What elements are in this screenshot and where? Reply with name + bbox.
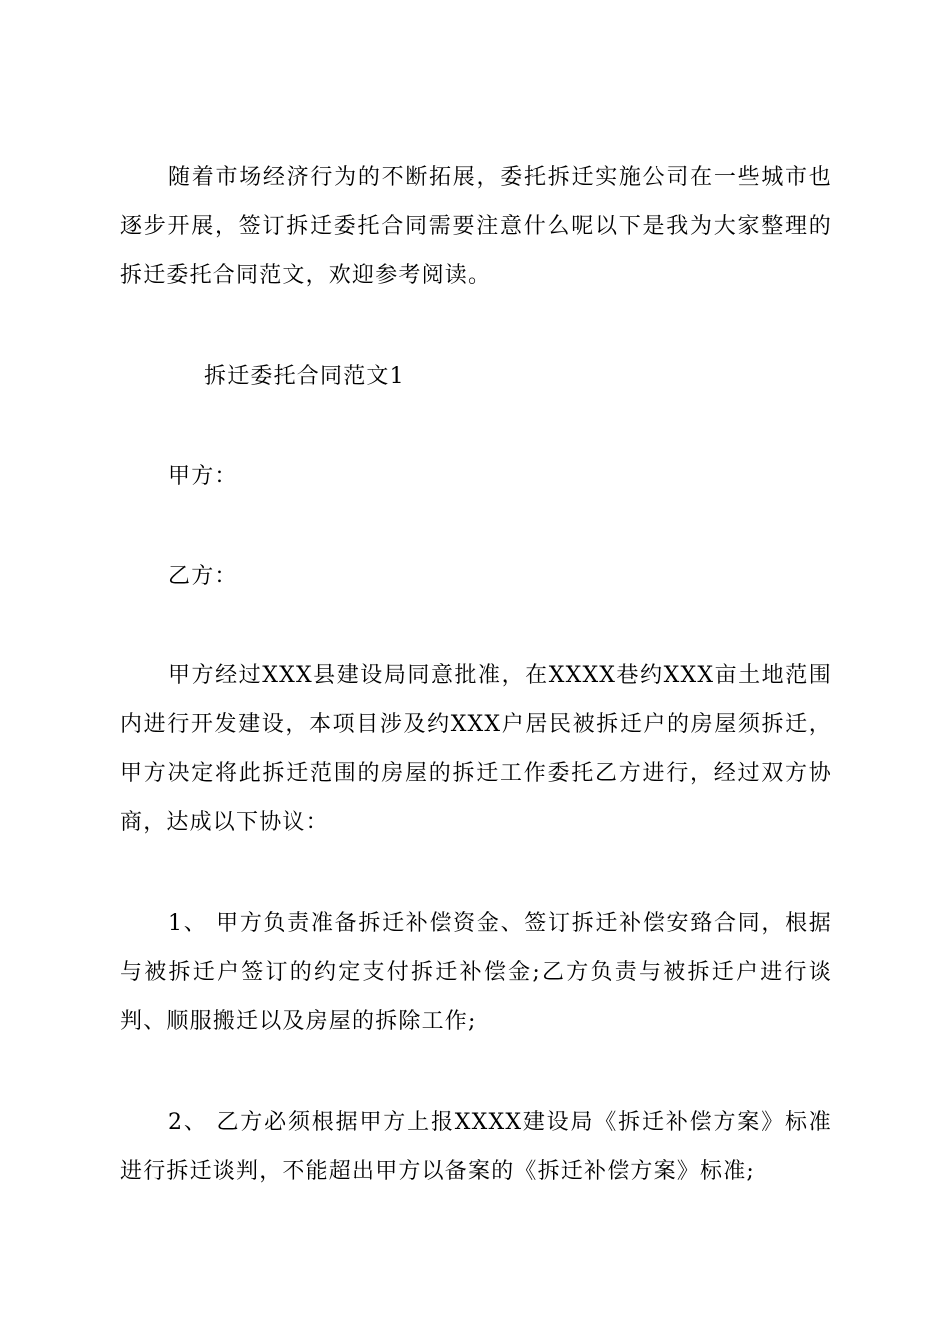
party-b-label: 乙方： — [168, 564, 238, 589]
preamble-paragraph: 甲方经过XXX县建设局同意批准，在XXXX巷约XXX亩土地范围内进行开发建设，本项目涉及约XXX户居民被拆迁户的房屋须拆迁，甲方决定将此拆迁范围的房屋的拆迁工作委托乙方进行，经过双方协商，达成以下协议： — [120, 663, 832, 835]
clause-2: 2、 乙方必须根据甲方上报XXXX建设局《拆迁补偿方案》标准进行拆迁谈判，不能超出甲方以备案的《拆迁补偿方案》标准; — [120, 1110, 832, 1184]
party-a-label: 甲方： — [168, 464, 238, 489]
section-title: 拆迁委托合同范文1 — [204, 364, 405, 389]
intro-paragraph: 随着市场经济行为的不断拓展，委托拆迁实施公司在一些城市也逐步开展，签订拆迁委托合同需要注意什么呢以下是我为大家整理的拆迁委托合同范文，欢迎参考阅读。 — [120, 165, 832, 288]
clause-1: 1、 甲方负责准备拆迁补偿资金、签订拆迁补偿安臵合同，根据与被拆迁户签订的约定支付拆迁补偿金;乙方负责与被拆迁户进行谈判、顺服搬迁以及房屋的拆除工作; — [120, 911, 832, 1034]
